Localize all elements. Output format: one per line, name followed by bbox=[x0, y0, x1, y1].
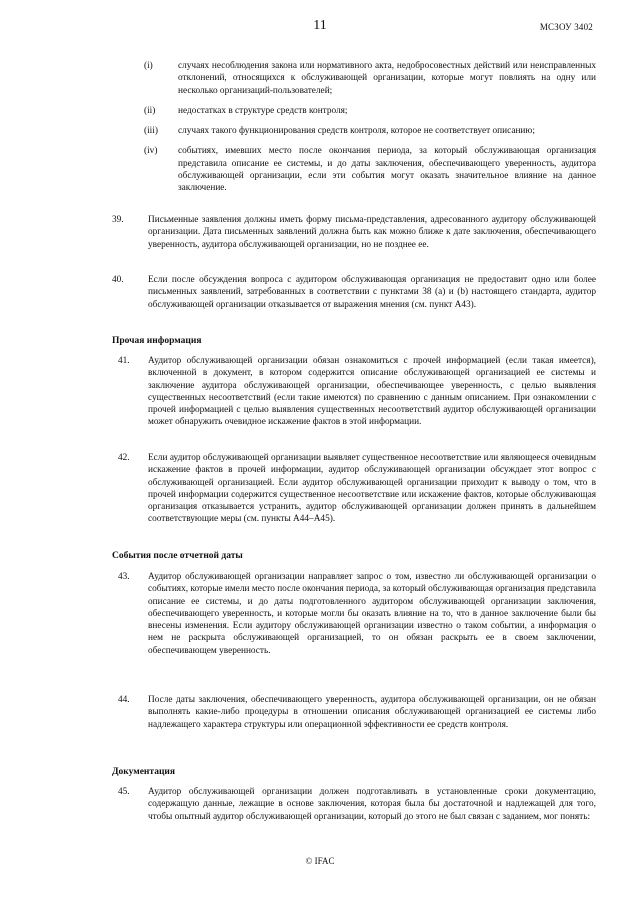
paragraph-number: 39. bbox=[112, 215, 124, 225]
paragraph-text: Письменные заявления должны иметь форму письма-представления, адресованного аудитору обслуживающей организации. Дата письменных заявлений должна быть как можно ближе к дате заключения, обеспечивающего уверенность, аудитора обслуживающей организации, но не позднее ее. bbox=[148, 215, 596, 250]
paragraph-number: 41. bbox=[118, 356, 130, 366]
paragraph-number: 42. bbox=[118, 453, 130, 463]
heading-documentation: Документация bbox=[112, 767, 176, 777]
sub-item-text: недостатках в структуре средств контроля; bbox=[178, 105, 348, 116]
paragraph-41 bbox=[118, 355, 596, 429]
sub-item-ii bbox=[144, 105, 596, 117]
sub-item-marker: (iv) bbox=[144, 146, 158, 157]
paragraph-number: 45. bbox=[118, 787, 130, 797]
sub-item-text: случаях такого функционирования средств контроля, которое не соответствует описанию; bbox=[178, 126, 535, 137]
paragraph-text: Аудитор обслуживающей организации направляет запрос о том, известно ли обслуживающей организации о событиях, которые имели место после окончания периода, за который обслуживающая организация представила описание ее системы, и до даты подготовленного аудитором обслуживающей организации заключения, обеспечивающего уверенность, и которые могли бы оказать влияние на то, что в данное заключение были бы внесены изменения. Если аудитору обслуживающей организации известно о таком событии, а информация о нем не раскрыта обслуживающей организацией, то он обязан раскрыть ее в своем заключении, обеспечивающем уверенность. bbox=[148, 572, 596, 656]
page-number: 11 bbox=[313, 18, 327, 33]
sub-item-text: случаях несоблюдения закона или нормативного акта, недобросовестных действий или неисправленных отклонений, относящихся к обслуживающей организации, которые могут повлиять на одну или несколько организаций-пользователей; bbox=[178, 61, 596, 96]
document-code: МСЗОУ 3402 bbox=[539, 22, 593, 32]
paragraph-text: После даты заключения, обеспечивающего уверенность, аудитора обслуживающей организации, он не обязан выполнять какие-либо процедуры в отношении описания обслуживающей организацией ее системы либо надлежащего характера структуры или операционной эффективности ее средств контроля. bbox=[148, 695, 596, 730]
sub-item-text: событиях, имевших место после окончания периода, за который обслуживающая организация представила описание ее системы, и до даты заключения, обеспечивающего уверенность, аудитора обслуживающей организации, если эти события могут оказать значительное влияние на данное заключение. bbox=[178, 146, 596, 194]
paragraph-text: Аудитор обслуживающей организации обязан ознакомиться с прочей информацией (если такая имеется), включенной в документ, в котором содержится описание обслуживающей организацией ее системы и заключение аудитора обслуживающей организации, обеспечивающее уверенность, с целью выявления существенных несоответствий (если такие имеются) по сравнению с данным описанием. При ознакомлении с прочей информацией с целью выявления существенных несоответствий аудитор обслуживающей организации может обнаружить очевидное искажение фактов в этой информации. bbox=[148, 356, 596, 428]
sub-item-iv bbox=[144, 145, 596, 194]
heading-subsequent-events: События после отчетной даты bbox=[112, 551, 243, 561]
paragraph-text: Если после обсуждения вопроса с аудитором обслуживающая организация не предоставит одно или более письменных заявлений, затребованных в соответствии с пунктами 38 (a) и (b) настоящего стандарта, аудитор обслуживающей организации отказывается от выражения мнения (см. пункт A43). bbox=[148, 275, 596, 310]
paragraph-44 bbox=[118, 694, 596, 731]
sub-item-marker: (ii) bbox=[144, 105, 156, 116]
sub-item-marker: (i) bbox=[144, 61, 153, 71]
paragraph-43 bbox=[118, 571, 596, 657]
paragraph-40 bbox=[112, 274, 596, 311]
heading-other-information: Прочая информация bbox=[112, 336, 202, 346]
sub-item-i bbox=[144, 60, 596, 97]
paragraph-42 bbox=[118, 452, 596, 526]
paragraph-text: Аудитор обслуживающей организации должен подготавливать в установленные сроки документацию, содержащую данные, лежащие в основе заключения, которая была бы достаточной и надлежащей для того, чтобы опытный аудитор обслуживающей организации, который до этого не был связан с заданием, мог понять: bbox=[148, 787, 596, 822]
paragraph-number: 40. bbox=[112, 275, 124, 285]
paragraph-text: Если аудитор обслуживающей организации выявляет существенное несоответствие или являющееся очевидным искажение фактов в прочей информации, аудитор обслуживающей организации обсуждает этот вопрос с обслуживающей организацией. Если аудитор обслуживающей организации приходит к выводу о том, что в прочей информации содержится существенное несоответствие или искажение фактов, которые обслуживающая организация отказывается устранить, аудитор обслуживающей организации должен принять в дальнейшем соответствующие меры (см. пункты A44–A45). bbox=[148, 453, 596, 525]
sub-item-iii bbox=[144, 125, 596, 137]
sub-item-list bbox=[144, 60, 596, 203]
paragraph-45 bbox=[118, 786, 596, 823]
sub-item-marker: (iii) bbox=[144, 126, 158, 137]
paragraph-39 bbox=[112, 214, 596, 251]
paragraph-number: 43. bbox=[118, 572, 130, 582]
footer-copyright: © IFAC bbox=[305, 856, 335, 866]
paragraph-number: 44. bbox=[118, 695, 130, 705]
